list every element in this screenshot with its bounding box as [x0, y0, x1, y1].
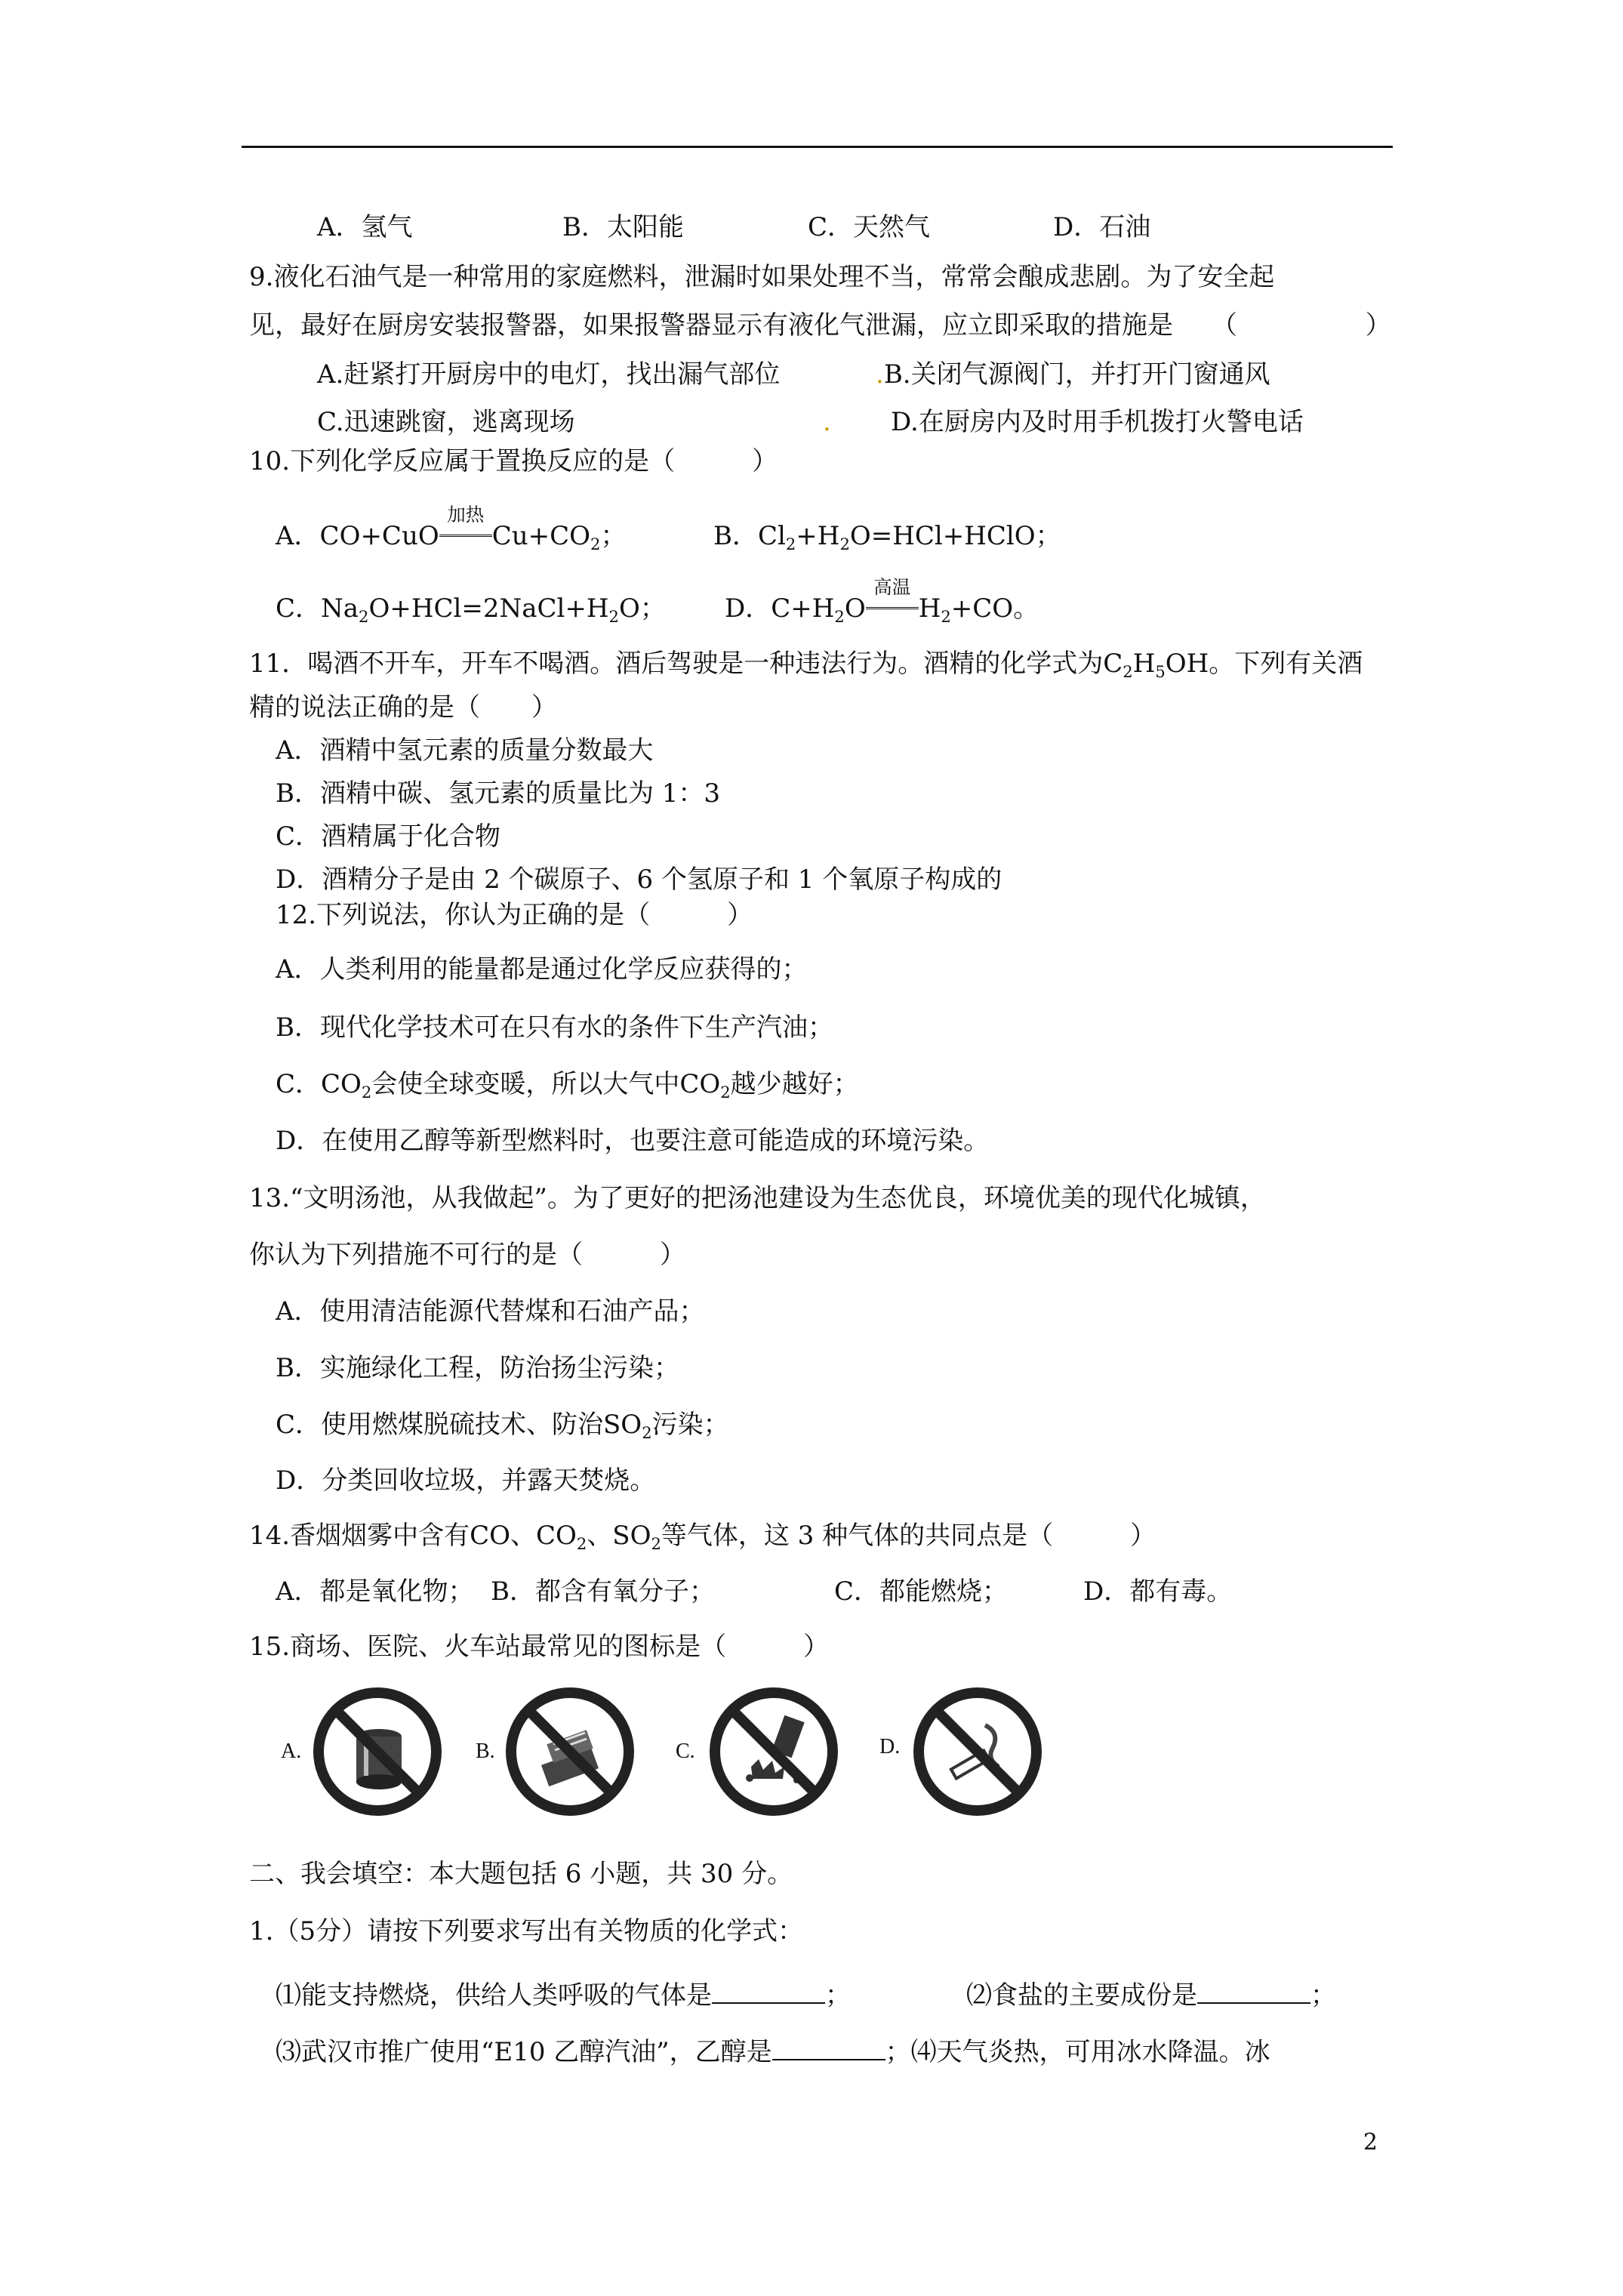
q12-c-sub1: 2	[361, 1083, 372, 1102]
q12-option-c	[276, 1069, 859, 1102]
q1-part2-text: ⑵食盐的主要成份是	[966, 1980, 1197, 2011]
q14-stem-end: 等气体，这 3 种气体的共同点是（ ）	[661, 1521, 1156, 1551]
q11-option-a: A．酒精中氢元素的质量分数最大	[276, 735, 654, 766]
q9-stem-line2	[249, 310, 1391, 341]
q1-part2-blank[interactable]	[1197, 1977, 1310, 2004]
q10-b-sub2: 2	[839, 535, 850, 554]
q12-c-sub2: 2	[720, 1083, 731, 1102]
q10-b-sub1: 2	[785, 535, 796, 554]
no-matches-icon	[502, 1684, 638, 1820]
q8-option-b: B．太阳能	[562, 212, 684, 242]
q1-part1-end: ；	[825, 1980, 851, 2011]
q9-option-a: A.赶紧打开厨房中的电灯，找出漏气部位	[317, 359, 781, 390]
q12-option-d: D．在使用乙醇等新型燃料时，也要注意可能造成的环境污染。	[276, 1126, 990, 1156]
q1-part4-text: ⑷天气炎热，可用冰水降温。冰	[910, 2037, 1270, 2067]
q12-c-text: C．CO	[276, 1069, 362, 1099]
section2-title: 二、我会填空：本大题包括 6 小题，共 30 分。	[249, 1859, 793, 1889]
q11-line1-text: 11．喝酒不开车，开车不喝酒。酒后驾驶是一种违法行为。酒精的化学式为C	[249, 649, 1123, 679]
q13-option-a: A．使用清洁能源代替煤和石油产品；	[276, 1296, 705, 1327]
section2-q1-part1	[276, 1977, 851, 2011]
q13-option-d: D．分类回收垃圾，并露天焚烧。	[276, 1465, 656, 1496]
q10-stem: 10.下列化学反应属于置换反应的是（ ）	[249, 446, 778, 476]
q10-a-condition	[439, 503, 492, 549]
q12-c-mid: 会使全球变暖，所以大气中CO	[371, 1069, 721, 1099]
q14-sub1: 2	[576, 1534, 587, 1554]
q10-c-sub2: 2	[608, 607, 619, 627]
q10-c-end: O；	[618, 593, 666, 624]
q13-c-sub: 2	[642, 1423, 652, 1443]
q13-stem-line1: 13.“文明汤池，从我做起”。为了更好的把汤池建设为生态优良，环境优美的现代化城镇，	[249, 1183, 1266, 1213]
q14-stem-mid: 、SO	[587, 1521, 651, 1551]
q15-label-d: D.	[879, 1735, 901, 1758]
q1-part1-text: ⑴能支持燃烧，供给人类呼吸的气体是	[276, 1980, 712, 2011]
q9-stem-text: 见，最好在厨房安装报警器，如果报警器显示有液化气泄漏，应立即采取的措施是	[249, 310, 1173, 341]
q10-d-sub2: 2	[941, 607, 951, 627]
q10-d-sub1: 2	[834, 607, 845, 627]
q11-option-b: B．酒精中碳、氢元素的质量比为 1：3	[276, 778, 721, 809]
q10-option-a	[276, 503, 627, 554]
q14-option-d: D．都有毒。	[1083, 1576, 1233, 1607]
q11-line1-end: OH。下列有关酒	[1165, 649, 1363, 679]
q8-option-a: A．氢气	[317, 212, 413, 242]
q10-b-end: O=HCl+HClO；	[849, 521, 1061, 551]
q15-label-b: B.	[476, 1740, 495, 1763]
q9-option-b: .B.关闭气源阀门，并打开门窗通风	[876, 359, 1270, 390]
q10-c-mid: O+HCl=2NaCl+H	[368, 593, 609, 624]
q9-option-c: C.迅速跳窗，逃离现场	[317, 407, 575, 437]
q10-d-end: +CO。	[950, 593, 1039, 624]
q10-d-condition-text: 高温	[873, 575, 911, 598]
q1-part3-blank[interactable]	[772, 2033, 885, 2060]
q10-d-text: D．C+H	[725, 593, 835, 624]
q1-part1-blank[interactable]	[712, 1977, 825, 2004]
section2-q1-part2	[966, 1977, 1336, 2011]
q14-stem-text: 14.香烟烟雾中含有CO、CO	[249, 1521, 577, 1551]
q11-sub1: 2	[1123, 662, 1133, 682]
q11-stem-line1	[249, 649, 1363, 682]
q10-a-sub: 2	[590, 535, 601, 554]
q9-dot: .	[823, 407, 831, 437]
q10-option-c	[276, 593, 666, 627]
q10-d-product: H	[918, 593, 941, 624]
q10-a-condition-text: 加热	[447, 503, 485, 525]
q9-option-d: D.在厨房内及时用手机拨打火警电话	[891, 407, 1304, 437]
no-fireworks-icon	[706, 1684, 842, 1820]
q10-d-mid: O	[844, 593, 866, 624]
no-oil-drum-icon	[310, 1684, 445, 1820]
q12-c-end: 越少越好；	[730, 1069, 859, 1099]
no-smoking-icon	[910, 1684, 1046, 1820]
q12-option-b: B．现代化学技术可在只有水的条件下生产汽油；	[276, 1012, 833, 1043]
q10-option-d	[725, 575, 1039, 627]
q9-stem-line1: 9.液化石油气是一种常用的家庭燃料，泄漏时如果处理不当，常常会酿成悲剧。为了安全起	[249, 262, 1275, 292]
q13-c-end: 污染；	[651, 1410, 729, 1440]
section2-q1-stem: 1.（5分）请按下列要求写出有关物质的化学式：	[249, 1916, 804, 1946]
page-number: 2	[1363, 2129, 1378, 2156]
q11-stem-line2: 精的说法正确的是（ ）	[249, 692, 557, 723]
q15-label-c: C.	[676, 1740, 695, 1763]
header-rule	[242, 146, 1393, 148]
q12-stem: 12.下列说法，你认为正确的是（ ）	[276, 900, 753, 930]
q10-b-text: B．Cl	[713, 521, 786, 551]
q13-c-text: C．使用燃煤脱硫技术、防治SO	[276, 1410, 642, 1440]
q10-option-b	[713, 521, 1061, 554]
q11-sub2: 5	[1155, 662, 1166, 682]
q11-option-d: D．酒精分子是由 2 个碳原子、6 个氢原子和 1 个氧原子构成的	[276, 864, 1002, 895]
q10-d-condition	[866, 575, 919, 621]
q14-stem	[249, 1521, 1156, 1554]
q10-b-mid: +H	[796, 521, 840, 551]
q10-a-product: Cu+CO	[491, 521, 591, 551]
q10-a-end: ；	[600, 521, 627, 551]
q1-part2-end: ；	[1310, 1980, 1336, 2011]
q8-option-d: D．石油	[1053, 212, 1151, 242]
q9-answer-paren: （ ）	[1211, 310, 1391, 341]
section2-q1-part3	[276, 2033, 1270, 2065]
q8-option-c: C．天然气	[808, 212, 931, 242]
q12-option-a: A．人类利用的能量都是通过化学反应获得的；	[276, 954, 808, 985]
q11-option-c: C．酒精属于化合物	[276, 821, 501, 852]
q1-part3-text: ⑶武汉市推广使用“E10 乙醇汽油”，乙醇是	[276, 2037, 772, 2067]
q10-c-sub1: 2	[359, 607, 369, 627]
q15-stem: 15.商场、医院、火车站最常见的图标是（ ）	[249, 1632, 830, 1662]
q10-a-text: A．CO+CuO	[276, 521, 439, 551]
q10-c-text: C．Na	[276, 593, 359, 624]
q13-option-c	[276, 1410, 729, 1443]
q13-stem-line2: 你认为下列措施不可行的是（ ）	[249, 1240, 685, 1270]
q9-option-b-text: B.关闭气源阀门，并打开门窗通风	[883, 359, 1270, 390]
q13-option-b: B．实施绿化工程，防治扬尘污染；	[276, 1353, 679, 1383]
q15-label-a: A.	[281, 1740, 302, 1763]
q14-sub2: 2	[651, 1534, 661, 1554]
q14-option-a: A．都是氧化物；	[276, 1576, 474, 1607]
q11-line1-mid: H	[1132, 649, 1156, 679]
q14-option-c: C．都能燃烧；	[834, 1576, 1009, 1607]
q1-part3-end: ；	[885, 2037, 911, 2067]
q14-option-b: B．都含有氧分子；	[491, 1576, 715, 1607]
